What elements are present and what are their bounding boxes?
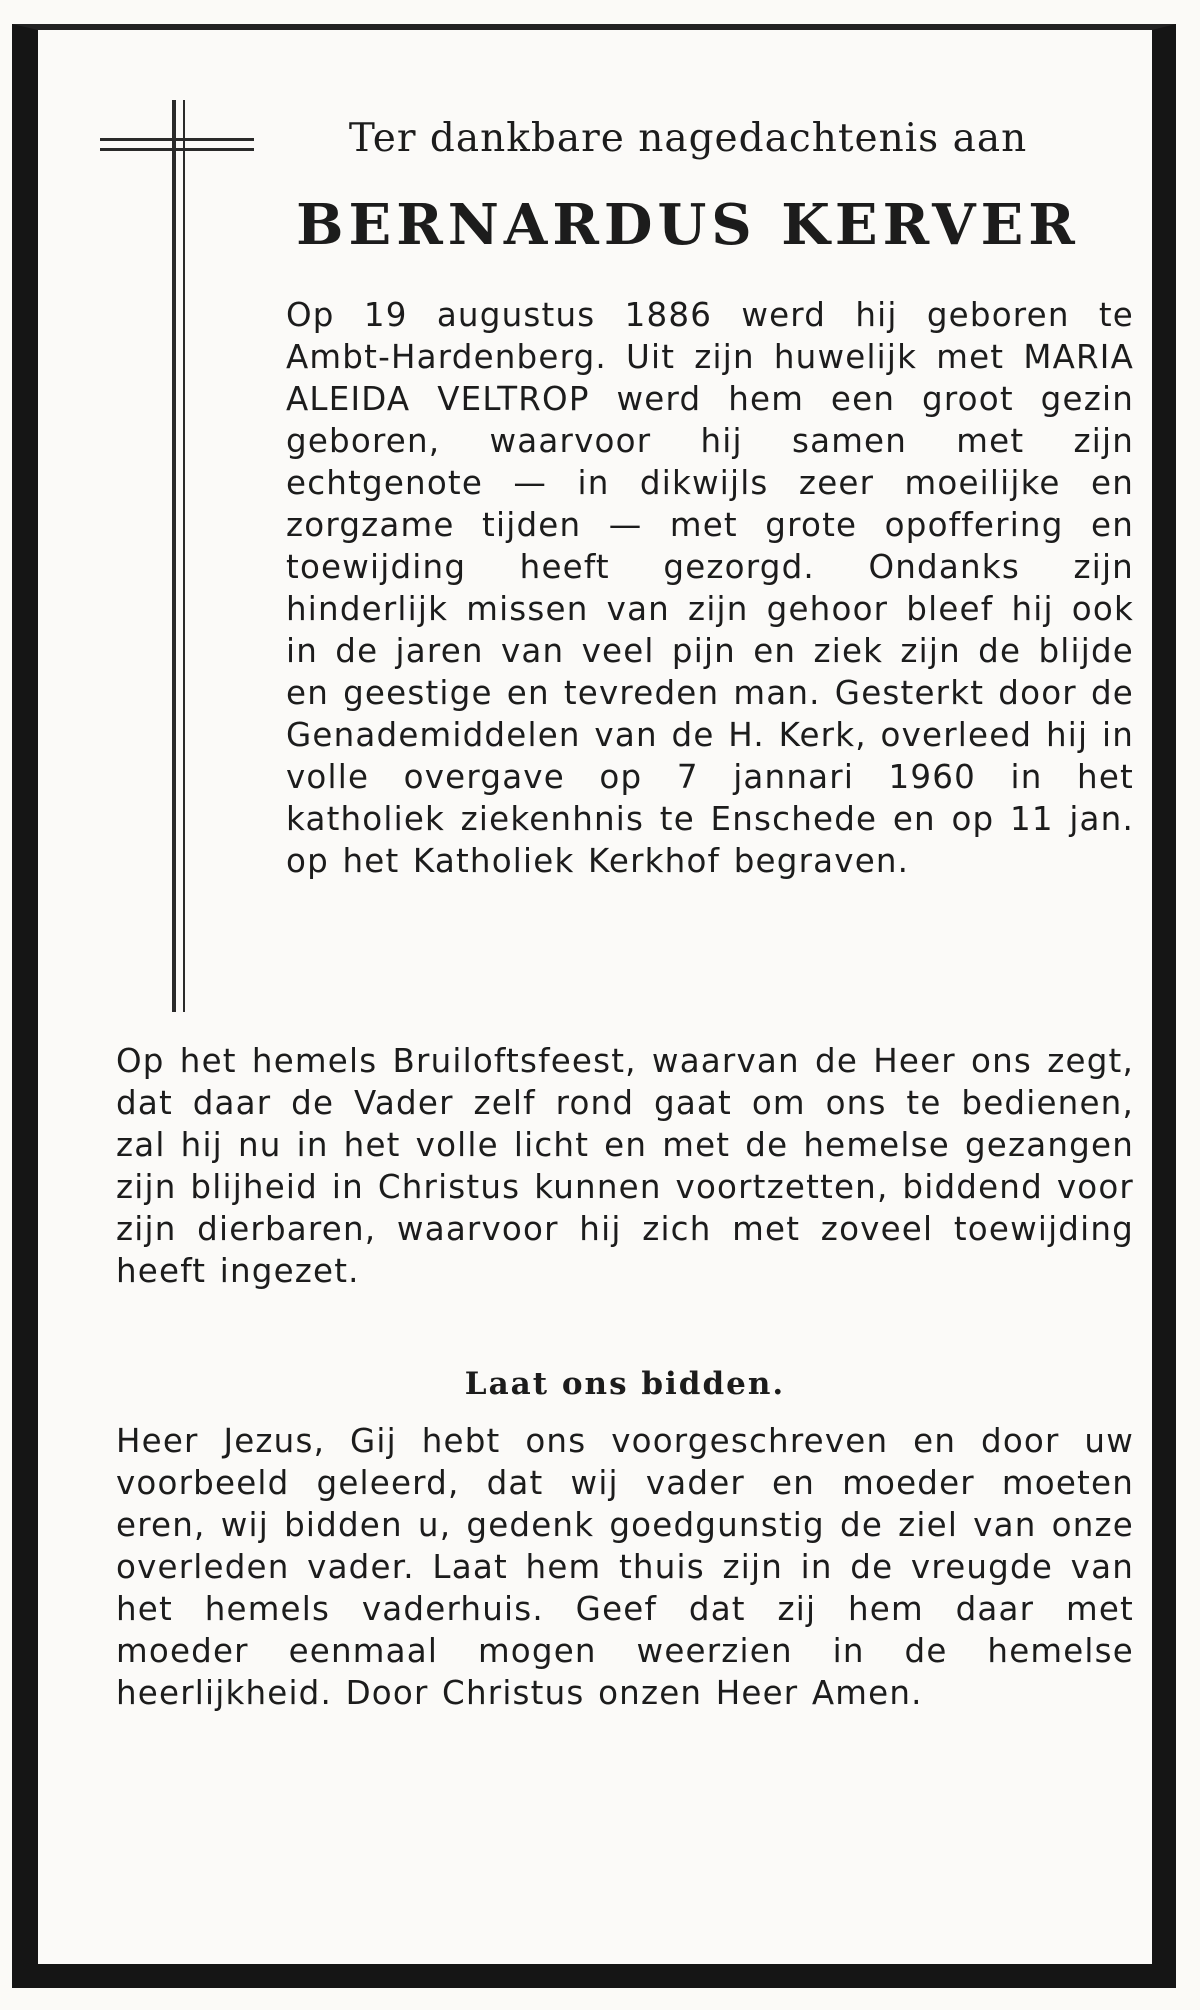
prayer-paragraph: Heer Jezus, Gij hebt ons voorgeschreven en door uw voorbeeld geleerd, dat wij vader en moeder moeten eren, wij bidden u, gedenk goedgunstig de ziel van onze overleden vader. Laat hem thuis zijn in de vreugde van het hemels vaderhuis. Geef dat zij hem daar met moeder eenmaal mogen weerzien in de hemelse heerlijkheid. Door Christus onzen Heer Amen. xyxy=(116,1422,1134,1712)
card-heading: Ter dankbare nagedachtenis aan xyxy=(348,116,1028,161)
feast-paragraph: Op het hemels Bruiloftsfeest, waarvan de Heer ons zegt, dat daar de Vader zelf rond gaat om ons te bedienen, zal hij nu in het volle licht en met de hemelse gezangen zijn blijheid in Christus kunnen voortzetten, biddend voor zijn dierbaren, waarvoor hij zich met zoveel toewijding heeft ingezet. xyxy=(116,1042,1134,1290)
deceased-name: BERNARDUS KERVER xyxy=(296,192,1080,258)
memorial-card xyxy=(12,24,1176,1988)
prayer-title: Laat ons bidden. xyxy=(464,1366,786,1402)
biography-paragraph: Op 19 augustus 1886 werd hij geboren te Ambt-Hardenberg. Uit zijn huwelijk met MARIA ALEIDA VELTROP werd hem een groot gezin geboren, waarvoor hij samen met zijn echtgenote — in dikwijls zeer moeilijke en zorgzame tijden — met grote opoffering en toewijding heeft gezorgd. Ondanks zijn hinderlijk missen van zijn gehoor bleef hij ook in de jaren van veel pijn en ziek zijn de blijde en geestige en tevreden man. Gesterkt door de Genademiddelen van de H. Kerk, overleed hij in volle overgave op 7 jannari 1960 in het katholiek ziekenhnis te Enschede en op 11 jan. op het Katholiek Kerkhof begraven. xyxy=(286,296,1134,880)
